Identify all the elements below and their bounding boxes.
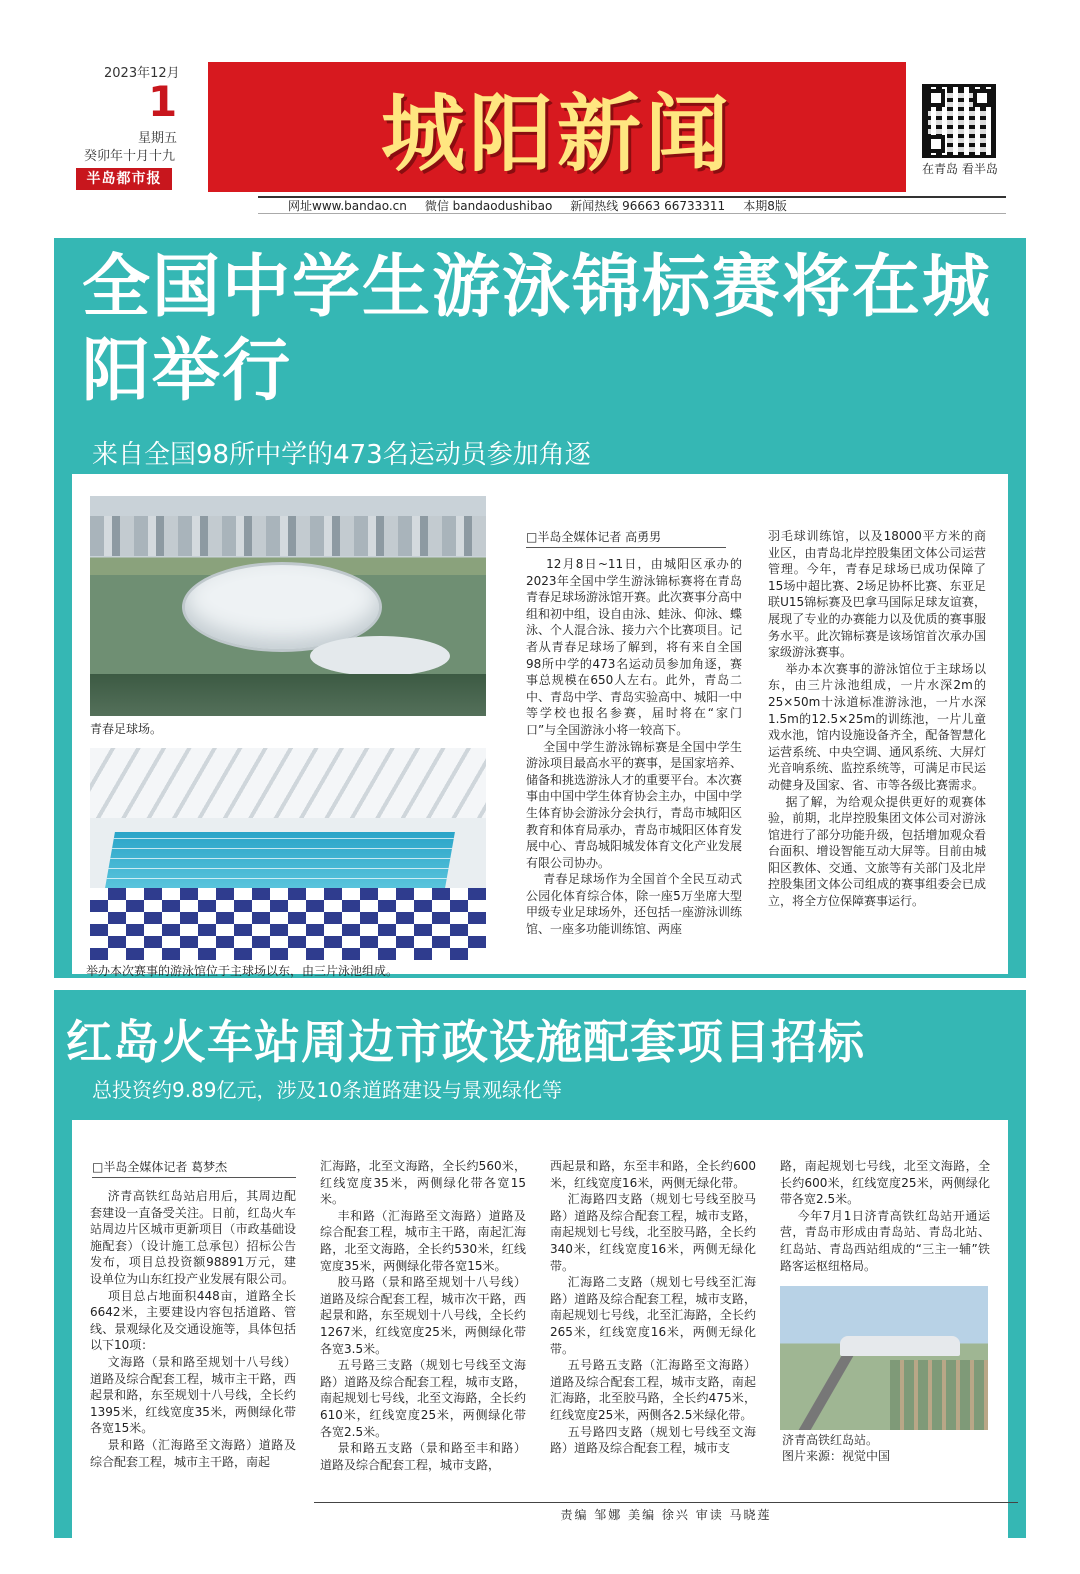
station-caption-line1: 济青高铁红岛站。: [782, 1433, 879, 1447]
article2-column-3: 西起景和路，东至丰和路，全长约600米，红线宽度16米，两侧无绿化带。 汇海路四支路（规划七号线至胶马路）道路及综合配套工程，城市支路，南起规划七号线，北至胶马路，全长约340米，红线宽度16米，两侧无绿化带。 汇海路二支路（规划七号线至汇海路）道路及综合配套工程，城市支路，南起规划七号线，北至汇海路，全长约265米，红线宽度16米，两侧无绿化带。 五号路五支路（汇海路至文海路）道路及综合配套工程，城市支路，南起汇海路，北至胶马路，全长约475米，红线宽度25米，两侧各2.5米绿化带。 五号路四支路（规划七号线至文海路）道路及综合配套工程，城市支: [550, 1159, 756, 1456]
issue-date-day: 1: [148, 77, 178, 126]
article1-subhead: 来自全国98所中学的473名运动员参加角逐: [92, 440, 591, 470]
qr-caption: 在青岛 看半岛: [922, 162, 998, 176]
masthead-title: 城阳新闻: [380, 83, 733, 183]
swimming-pool-photo: [90, 748, 486, 960]
stadium-photo: [90, 496, 486, 716]
article1-headline: 全国中学生游泳锦标赛将在城阳举行: [82, 248, 993, 411]
issue-date-year-month: 2023年12月: [104, 66, 180, 81]
news-hotline: 新闻热线 96663 66733311: [570, 199, 726, 213]
wechat-id: 微信 bandaodushibao: [424, 199, 553, 213]
qr-code-icon[interactable]: [922, 84, 996, 158]
pool-photo-caption: 举办本次赛事的游泳馆位于主球场以东，由三片泳池组成。: [86, 964, 399, 978]
info-bar: [258, 196, 1006, 214]
issue-weekday: 星期五: [138, 131, 178, 146]
station-photo-caption: [782, 1432, 890, 1464]
stadium-photo-caption: 青春足球场。: [90, 722, 163, 736]
station-caption-source: 图片来源：视觉中国: [782, 1449, 891, 1463]
article2-column-2: 汇海路，北至文海路，全长约560米，红线宽度35米，两侧绿化带各宽15米。 丰和路（汇海路至文海路）道路及综合配套工程，城市主干路，南起汇海路，北至文海路，全长约530米，红线宽度35米，两侧绿化带各宽15米。 胶马路（景和路至规划十八号线）道路及综合配套工程，城市次干路，西起景和路，东至规划十八号线，全长约1267米，红线宽度25米，两侧绿化带各宽3.5米。 五号路三支路（规划七号线至文海路）道路及综合配套工程，城市支路，南起规划七号线，北至文海路，全长约610米，红线宽度25米，两侧绿化带各宽2.5米。 景和路五支路（景和路至丰和路）道路及综合配套工程，城市支路，: [320, 1159, 526, 1472]
article2-subhead: 总投资约9.89亿元，涉及10条道路建设与景观绿化等: [92, 1078, 562, 1102]
article2-column-1: 济青高铁红岛站启用后，其周边配套建设一直备受关注。日前，红岛火车站周边片区城市更新项目（市政基础设施配套）（设计施工总承包）招标公告发布，项目总投资额98891万元，建设单位为山东红投产业发展有限公司。 项目总占地面积448亩，道路全长6642米，主要建设内容包括道路、管线、景观绿化及交通设施等，具体包括以下10项： 文海路（景和路至规划十八号线）道路及综合配套工程，城市主干路，西起景和路，东至规划十八号线，全长约1395米，红线宽度35米，两侧绿化带各宽15米。 景和路（汇海路至文海路）道路及综合配套工程，城市主干路，南起: [90, 1189, 296, 1469]
hongdao-station-photo: [780, 1286, 988, 1430]
article2-byline: □半岛全媒体记者 葛梦杰: [92, 1158, 296, 1178]
article1-column-1: 12月8日~11日，由城阳区承办的2023年全国中学生游泳锦标赛将在青岛青春足球场游泳馆开赛。此次赛事分高中组和初中组，设自由泳、蛙泳、仰泳、蝶泳、个人混合泳、接力六个比赛项目。记者从青春足球场了解到，将有来自全国98所中学的473名运动员参加角逐，赛事总规模在650人左右。此外，青岛二中、青岛中学、青岛实验高中、城阳一中等学校也报名参赛，届时将在“家门口”与全国游泳小将一较高下。 全国中学生游泳锦标赛是全国中学生游泳项目最高水平的赛事，是国家培养、储备和挑选游泳人才的重要平台。本次赛事由中国中学生体育协会主办，中国中学生体育协会游泳分会执行，青岛市城阳区教育和体育局承办，青岛市城阳区体育发展中心、青岛城阳城发体育文化产业发展有限公司协办。 青春足球场作为全国首个全民互动式公园化体育综合体，除一座5万坐席大型甲级专业足球场外，还包括一座游泳训练馆、一座多功能训练馆、两座: [526, 557, 743, 937]
article1-byline: □半岛全媒体记者 高勇男: [526, 528, 726, 548]
article2-headline: 红岛火车站周边市政设施配套项目招标: [66, 1015, 865, 1069]
paper-logo: 半岛都市报: [76, 168, 172, 190]
masthead-banner: [208, 62, 906, 192]
page-count: 本期8版: [743, 199, 787, 213]
issue-lunar-date: 癸卯年十月十九: [84, 149, 176, 164]
article1-column-2: 羽毛球训练馆，以及18000平方米的商业区，由青岛北岸控股集团文体公司运营管理。今年，青春足球场已成功保障了15场中超比赛、2场足协杯比赛、东亚足联U15锦标赛及巴拿马国际足球友谊赛，展现了专业的办赛能力以及优质的赛事服务水平。此次锦标赛是该场馆首次承办国家级游泳赛事。 举办本次赛事的游泳馆位于主球场以东，由三片泳池组成，一片水深2m的25×50m十泳道标准游泳池，一片水深1.5m的12.5×25m的训练池，一片儿童戏水池，馆内设施设备齐全，配备智慧化运营系统、中央空调、通风系统、大屏灯光音响系统、监控系统等，可满足市民运动健身及国家、省、市等各级比赛需求。 据了解，为给观众提供更好的观赛体验，前期，北岸控股集团文体公司对游泳馆进行了部分功能升级，包括增加观众看台面积、增设智能互动大屏等。目前由城阳区教体、交通、文旅等有关部门及北岸控股集团文体公司组成的赛事组委会已成立，将全方位保障赛事运行。: [768, 529, 986, 909]
editor-footer: 责编 邹娜 美编 徐兴 审读 马晓莲: [314, 1502, 1018, 1528]
article2-column-4: 路，南起规划七号线，北至文海路，全长约600米，红线宽度25米，两侧绿化带各宽2.5米。 今年7月1日济青高铁红岛站开通运营，青岛市形成由青岛站、青岛北站、红岛站、青岛西站组成的“三主一辅”铁路客运枢纽格局。: [780, 1159, 990, 1273]
website-link[interactable]: 网址www.bandao.cn: [288, 199, 407, 213]
